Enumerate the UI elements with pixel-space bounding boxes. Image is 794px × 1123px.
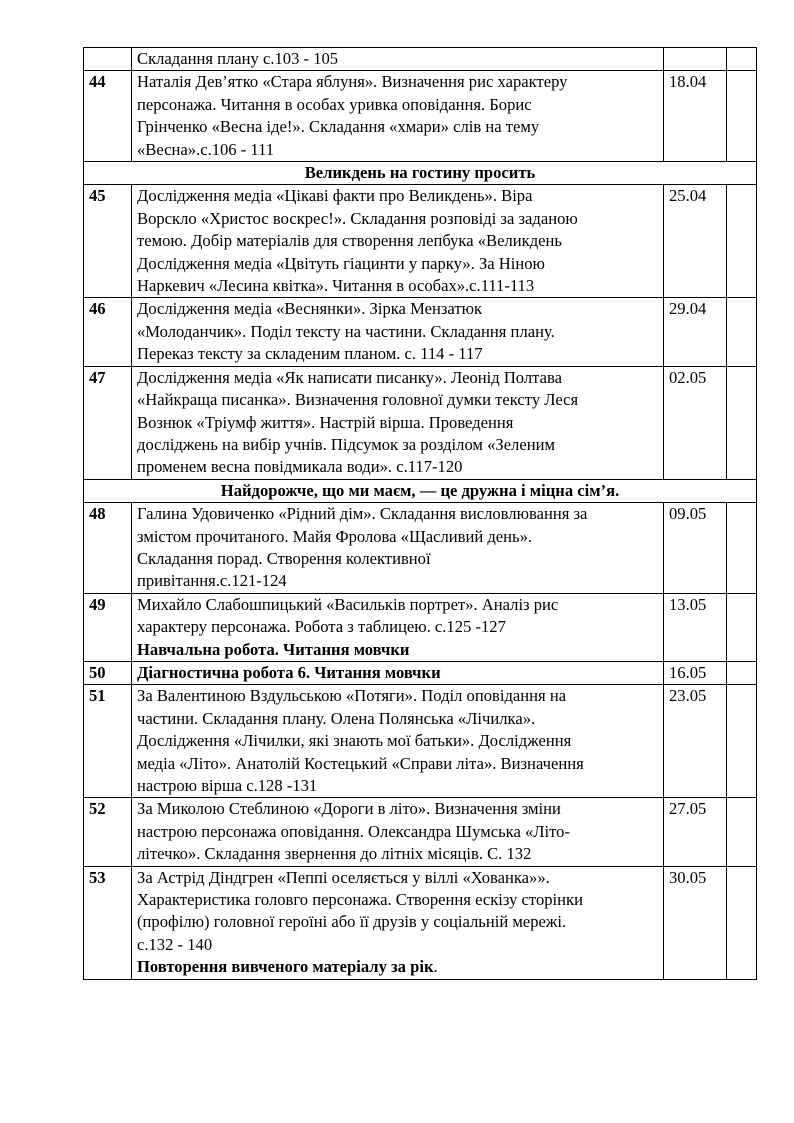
lesson-topic [132,866,664,979]
lesson-row [84,593,757,661]
lesson-topic [132,661,664,684]
empty-cell [727,503,757,594]
lesson-row [84,685,757,798]
lesson-row [84,661,757,684]
lesson-topic [132,48,664,71]
lesson-topic [132,185,664,298]
lesson-topic-line: «Молоданчик». Поділ тексту на частини. Складання плану. [137,321,555,341]
lesson-date: 27.05 [664,798,727,866]
lesson-row [84,798,757,866]
lesson-date: 29.04 [664,298,727,366]
lesson-row [84,866,757,979]
lesson-topic-line: настрою персонажа оповідання. Олександра Шумська «Літо- [137,821,570,841]
lesson-number: 53 [84,866,132,979]
lesson-topic-line: Дослідження медіа «Цікаві факти про Великдень». Віра [137,186,533,206]
lesson-date: 23.05 [664,685,727,798]
lesson-number [84,48,132,71]
lesson-number: 44 [84,71,132,162]
empty-cell [727,366,757,479]
lesson-row [84,48,757,71]
lesson-topic-line: досліджень на вибір учнів. Підсумок за розділом «Зеленим [137,434,555,454]
lesson-number: 45 [84,185,132,298]
lesson-topic-line: привітання.с.121-124 [137,571,287,591]
lesson-row [84,71,757,162]
lesson-plan-table [83,47,757,980]
lesson-topic-line: Галина Удовиченко «Рідний дім». Складання висловлювання за [137,504,588,524]
lesson-topic-line: Ворскло «Христос воскрес!». Складання розповіді за заданою [137,208,578,228]
lesson-topic-line: Складання порад. Створення колективної [137,548,431,568]
lesson-topic-line: медіа «Літо». Анатолій Костецький «Справи літа». Визначення [137,753,584,773]
section-row [84,479,757,502]
lesson-topic-line: змістом прочитаного. Майя Фролова «Щасливий день». [137,526,533,546]
lesson-topic [132,503,664,594]
lesson-topic-line: літечко». Складання звернення до літніх місяців. С. 132 [137,844,532,864]
lesson-date: 25.04 [664,185,727,298]
lesson-topic-line: Вознюк «Тріумф життя». Настрій вірша. Проведення [137,412,514,432]
lesson-plan-body [84,48,757,980]
lesson-topic-line: «Найкраща писанка». Визначення головної думки тексту Леся [137,390,579,410]
empty-cell [727,661,757,684]
lesson-topic-line: Діагностична робота 6. Читання мовчки [137,662,441,682]
section-title: Великдень на гостину просить [84,162,757,185]
lesson-topic-line: Наркевич «Лесина квітка». Читання в особах».с.111-113 [137,276,535,296]
lesson-topic-line: с.132 - 140 [137,934,213,954]
lesson-number: 51 [84,685,132,798]
lesson-topic [132,798,664,866]
lesson-date: 30.05 [664,866,727,979]
lesson-row [84,298,757,366]
lesson-topic-line: (профілю) головної героїні або її друзів у соціальній мережі. [137,912,567,932]
lesson-topic-line: За Астрід Діндгрен «Пеппі оселяється у віллі «Хованка»». [137,867,550,887]
lesson-row [84,366,757,479]
lesson-topic-line: Характеристика головго персонажа. Створення ескізу сторінки [137,890,583,910]
lesson-date [664,48,727,71]
lesson-number: 47 [84,366,132,479]
lesson-topic-line: Дослідження медіа «Цвітуть гіацинти у парку». За Ніною [137,253,545,273]
lesson-note-suffix: . [433,957,438,977]
lesson-topic-line: персонажа. Читання в особах уривка оповідання. Борис [137,94,532,114]
lesson-topic-line: «Весна».с.106 - 111 [137,139,275,159]
lesson-topic [132,685,664,798]
empty-cell [727,48,757,71]
lesson-date: 13.05 [664,593,727,661]
lesson-topic [132,71,664,162]
lesson-note: Навчальна робота. Читання мовчки [137,639,410,659]
lesson-topic-line: Михайло Слабошпицький «Васильків портрет». Аналіз рис [137,594,559,614]
lesson-note-line [137,639,660,661]
lesson-number: 46 [84,298,132,366]
lesson-topic-line: Дослідження медіа «Веснянки». Зірка Мензатюк [137,299,483,319]
lesson-row [84,185,757,298]
empty-cell [727,71,757,162]
lesson-topic [132,593,664,661]
lesson-topic-line: настрою вірша с.128 -131 [137,776,318,795]
lesson-topic [132,298,664,366]
empty-cell [727,866,757,979]
empty-cell [727,798,757,866]
lesson-topic-line: Грінченко «Весна іде!». Складання «хмари» слів на тему [137,117,540,137]
lesson-note-line [137,956,660,978]
empty-cell [727,185,757,298]
empty-cell [727,685,757,798]
lesson-date: 18.04 [664,71,727,162]
lesson-topic-line: За Валентиною Вздульською «Потяги». Поділ оповідання на [137,686,567,706]
section-row [84,162,757,185]
lesson-topic-line: частини. Складання плану. Олена Полянська «Лічилка». [137,708,536,728]
lesson-date: 09.05 [664,503,727,594]
lesson-date: 02.05 [664,366,727,479]
section-title: Найдорожче, що ми маєм, — це дружна і міцна сім’я. [84,479,757,502]
empty-cell [727,298,757,366]
lesson-note: Повторення вивченого матеріалу за рік [137,957,434,977]
lesson-number: 49 [84,593,132,661]
lesson-topic-line: Дослідження «Лічилки, які знають мої батьки». Дослідження [137,731,572,751]
lesson-topic-line: Складання плану с.103 - 105 [137,49,339,68]
lesson-row [84,503,757,594]
empty-cell [727,593,757,661]
lesson-number: 50 [84,661,132,684]
lesson-topic-line: променем весна повідмикала води». с.117-120 [137,457,463,477]
lesson-date: 16.05 [664,661,727,684]
lesson-topic-line: Наталія Дев’ятко «Стара яблуня». Визначення рис характеру [137,72,568,92]
lesson-topic-line: Переказ тексту за складеним планом. с. 114 - 117 [137,344,483,364]
lesson-topic-line: темою. Добір матеріалів для створення лепбука «Великдень [137,231,562,251]
lesson-topic [132,366,664,479]
lesson-number: 48 [84,503,132,594]
lesson-topic-line: Дослідження медіа «Як написати писанку». Леонід Полтава [137,367,562,387]
lesson-topic-line: За Миколою Стеблиною «Дороги в літо». Визначення зміни [137,799,561,819]
lesson-number: 52 [84,798,132,866]
lesson-topic-line: характеру персонажа. Робота з таблицею. с.125 -127 [137,617,506,637]
